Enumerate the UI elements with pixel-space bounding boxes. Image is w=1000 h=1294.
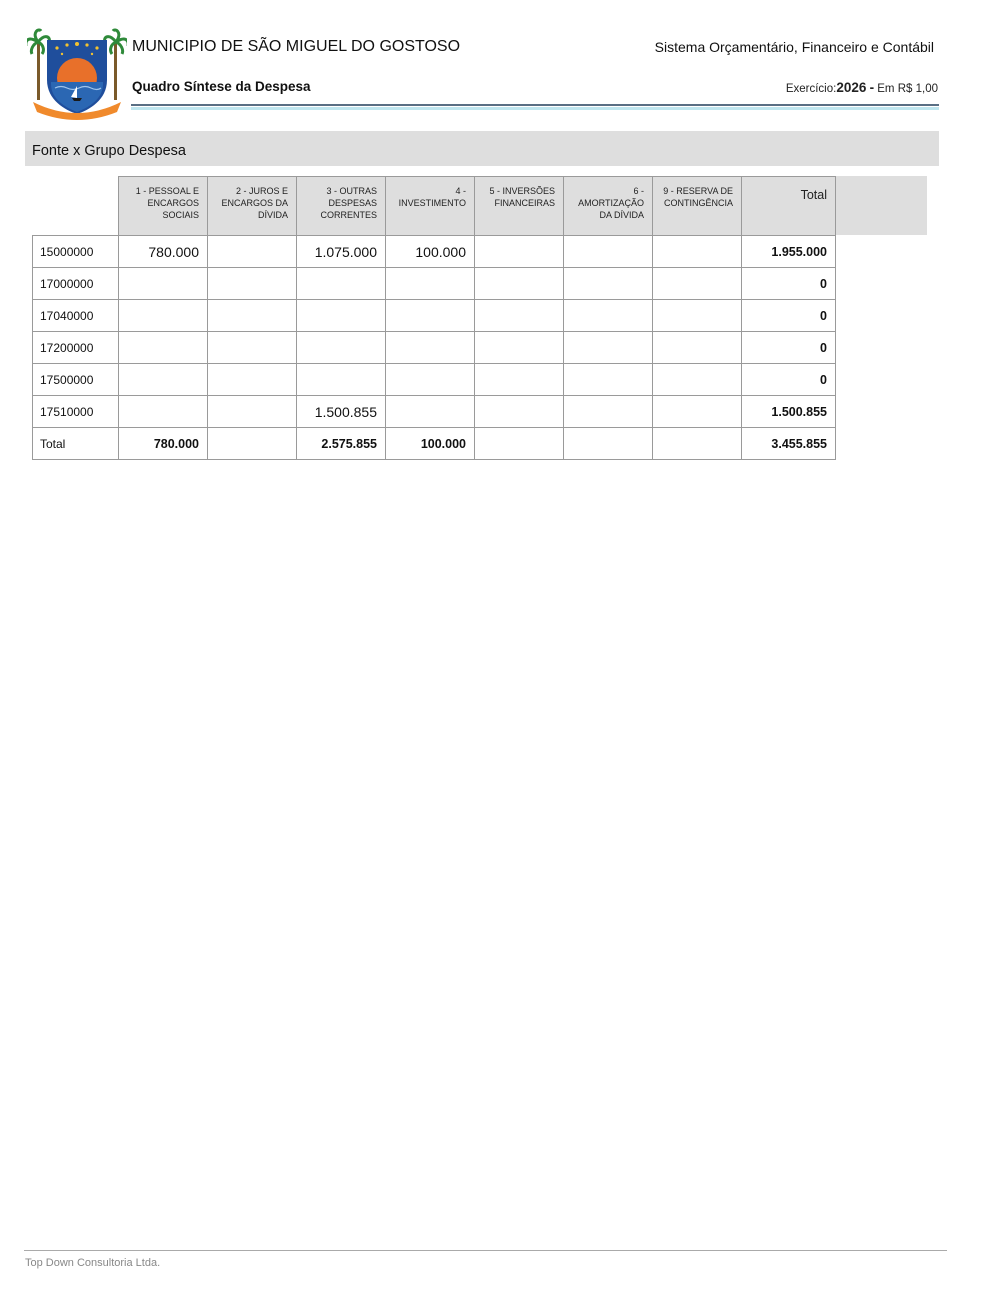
- table-row: [33, 236, 836, 268]
- table-row: [33, 268, 836, 300]
- source-code: 17500000: [33, 364, 119, 396]
- grand-total: 3.455.855: [742, 428, 836, 460]
- column-total: 2.575.855: [297, 428, 386, 460]
- header-corner: [33, 177, 119, 236]
- table-cell: [653, 268, 742, 300]
- table-cell: [475, 396, 564, 428]
- table-cell: [386, 396, 475, 428]
- table-cell: [653, 396, 742, 428]
- table-cell: [386, 268, 475, 300]
- footer-company: Top Down Consultoria Ltda.: [25, 1257, 161, 1269]
- row-total: 0: [742, 332, 836, 364]
- exercise-year: 2026: [836, 80, 867, 95]
- column-header: 6 - AMORTIZAÇÃO DA DÍVIDA: [564, 177, 653, 236]
- table-cell: [208, 268, 297, 300]
- row-total: 0: [742, 268, 836, 300]
- column-header: 4 - INVESTIMENTO: [386, 177, 475, 236]
- table-header-row: [33, 177, 836, 236]
- table-row: [33, 396, 836, 428]
- table-cell: 100.000: [386, 236, 475, 268]
- table-cell: [208, 300, 297, 332]
- table-row: [33, 300, 836, 332]
- source-code: 15000000: [33, 236, 119, 268]
- table-cell: [208, 396, 297, 428]
- table-cell: [386, 364, 475, 396]
- column-total: [208, 428, 297, 460]
- column-header: 1 - PESSOAL E ENCARGOS SOCIAIS: [119, 177, 208, 236]
- table-cell: 1.500.855: [297, 396, 386, 428]
- table-cell: [119, 364, 208, 396]
- summary-table: [32, 176, 836, 460]
- table-cell: [564, 300, 653, 332]
- table-row: [33, 332, 836, 364]
- table-cell: [653, 236, 742, 268]
- table-cell: 1.075.000: [297, 236, 386, 268]
- palm-tree-left-icon: [27, 30, 49, 100]
- table-cell: [564, 396, 653, 428]
- source-code: 17040000: [33, 300, 119, 332]
- table-cell: [119, 332, 208, 364]
- table-row: [33, 364, 836, 396]
- exercise-label: Exercício:: [785, 83, 837, 95]
- column-header: 2 - JUROS E ENCARGOS DA DÍVIDA: [208, 177, 297, 236]
- column-header-total: Total: [742, 177, 836, 236]
- table-cell: [386, 300, 475, 332]
- table-total-row: [33, 428, 836, 460]
- table-cell: [297, 300, 386, 332]
- column-total: 100.000: [386, 428, 475, 460]
- table-cell: [297, 364, 386, 396]
- system-title: Sistema Orçamentário, Financeiro e Contábil: [654, 39, 934, 55]
- section-title: Fonte x Grupo Despesa: [32, 143, 186, 159]
- header-divider: [131, 104, 939, 106]
- table-cell: [653, 300, 742, 332]
- row-total: 1.500.855: [742, 396, 836, 428]
- table-cell: [297, 332, 386, 364]
- table-cell: [653, 332, 742, 364]
- table-cell: [386, 332, 475, 364]
- footer-divider: [24, 1250, 947, 1251]
- header-divider-accent: [131, 107, 939, 110]
- palm-tree-right-icon: [105, 30, 127, 100]
- exercise-info: [786, 80, 938, 95]
- table-cell: [208, 364, 297, 396]
- row-total: 1.955.000: [742, 236, 836, 268]
- report-title: Quadro Síntese da Despesa: [132, 79, 311, 94]
- column-header: 5 - INVERSÕES FINANCEIRAS: [475, 177, 564, 236]
- column-total: [475, 428, 564, 460]
- municipality-title: MUNICIPIO DE SÃO MIGUEL DO GOSTOSO: [132, 38, 461, 55]
- table-cell: [119, 268, 208, 300]
- table-cell: [475, 300, 564, 332]
- source-code: 17000000: [33, 268, 119, 300]
- column-header: 3 - OUTRAS DESPESAS CORRENTES: [297, 177, 386, 236]
- table-cell: [119, 396, 208, 428]
- column-total: [564, 428, 653, 460]
- column-total: [653, 428, 742, 460]
- municipal-coat-of-arms-icon: [27, 28, 127, 120]
- table-cell: [475, 268, 564, 300]
- source-code: 17200000: [33, 332, 119, 364]
- table-cell: [564, 332, 653, 364]
- table-cell: 780.000: [119, 236, 208, 268]
- column-header: 9 - RESERVA DE CONTINGÊNCIA: [653, 177, 742, 236]
- source-code: 17510000: [33, 396, 119, 428]
- table-cell: [475, 332, 564, 364]
- table-cell: [564, 236, 653, 268]
- table-cell: [475, 236, 564, 268]
- total-row-label: Total: [33, 428, 119, 460]
- row-total: 0: [742, 300, 836, 332]
- table-cell: [564, 364, 653, 396]
- table-cell: [297, 268, 386, 300]
- currency-note: Em R$ 1,00: [877, 83, 938, 95]
- table-cell: [653, 364, 742, 396]
- exercise-dash: -: [869, 80, 875, 95]
- table-cell: [208, 236, 297, 268]
- table-cell: [564, 268, 653, 300]
- column-total: 780.000: [119, 428, 208, 460]
- table-cell: [119, 300, 208, 332]
- row-total: 0: [742, 364, 836, 396]
- table-cell: [475, 364, 564, 396]
- table-cell: [208, 332, 297, 364]
- section-header: [25, 131, 939, 166]
